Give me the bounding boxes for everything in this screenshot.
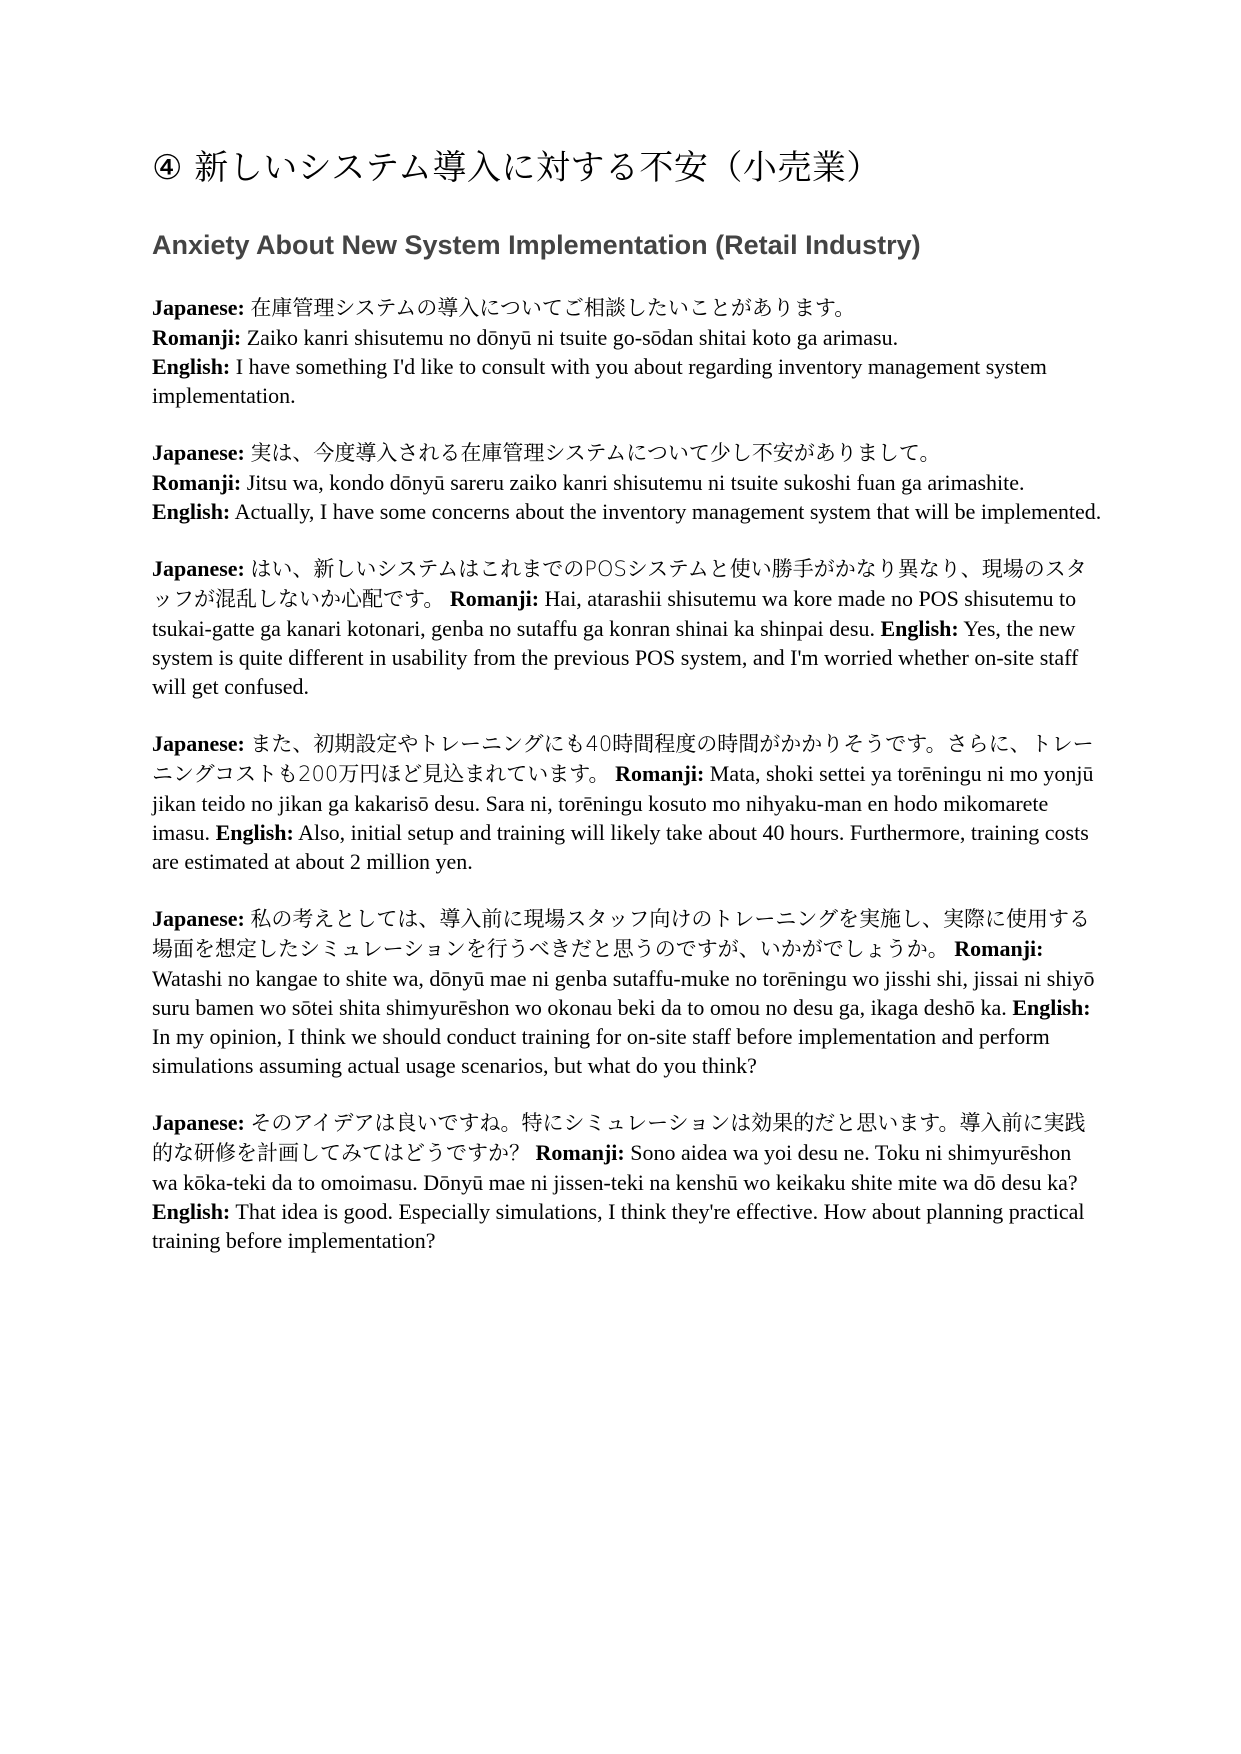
romanji-text: Jitsu wa, kondo dōnyū sareru zaiko kanri shisutemu ni tsuite sukoshi fuan ga arimashite. — [246, 470, 1025, 496]
dialogue-entries — [152, 293, 1102, 1255]
romanji-text: Mata, shoki settei ya torēningu ni mo yonjū jikan teido no jikan ga kakarisō desu. Sara ni, torēningu kosuto mo nihyaku-man en hodo mikomarete imasu. — [152, 761, 1094, 846]
romanji-text: Hai, atarashii shisutemu wa kore made no POS shisutemu to tsukai-gatte ga kanari kotonari, genba no sutaffu ga konran shinai ka shinpai desu. — [152, 586, 1077, 642]
romanji-text: Watashi no kangae to shite wa, dōnyū mae ni genba sutaffu-muke no torēningu wo jisshi shi, jissai ni shiyō suru bamen wo sōtei shita shimyurēshon wo okonau beki da to omou no desu ga, ikaga deshō ka. — [152, 966, 1095, 1021]
english-text: In my opinion, I think we should conduct training for on-site staff before implementation and perform simulations assuming actual usage scenarios, but what do you think? — [152, 1024, 1050, 1079]
english-label: English: — [152, 1199, 231, 1225]
romanji-label: Romanji: — [954, 936, 1044, 962]
dialogue-entry — [152, 438, 1102, 526]
japanese-label: Japanese: — [152, 440, 245, 466]
english-text: I have something I'd like to consult with you about regarding inventory management system implementation. — [152, 354, 1047, 409]
english-label: English: — [215, 820, 294, 846]
english-text: Yes, the new system is quite different in usability from the previous POS system, and I'm worried whether on-site staff will get confused. — [152, 616, 1079, 700]
japanese-label: Japanese: — [152, 556, 245, 582]
japanese-label: Japanese: — [152, 906, 245, 932]
english-text: Also, initial setup and training will likely take about 40 hours. Furthermore, training costs are estimated at about 2 million yen. — [152, 820, 1089, 875]
romanji-label: Romanji: — [152, 470, 242, 496]
japanese-text: はい、新しいシステムはこれまでのPOSシステムと使い勝手がかなり異なり、現場のスタッフが混乱しないか心配です。 — [152, 557, 1087, 612]
english-text: That idea is good. Especially simulations, I think they're effective. How about planning practical training before implementation? — [152, 1199, 1085, 1254]
romanji-label: Romanji: — [615, 761, 705, 787]
japanese-label: Japanese: — [152, 295, 245, 321]
japanese-text: そのアイデアは良いですね。特にシミュレーションは効果的だと思います。導入前に実践的な研修を計画してみてはどうですか？ — [152, 1111, 1086, 1166]
dialogue-entry — [152, 293, 1102, 410]
japanese-text: 私の考えとしては、導入前に現場スタッフ向けのトレーニングを実施し、実際に使用する場面を想定したシミュレーションを行うべきだと思うのですが、いかがでしょうか。 — [152, 907, 1090, 962]
dialogue-entry — [152, 729, 1102, 876]
romanji-label: Romanji: — [152, 325, 242, 351]
japanese-text: また、初期設定やトレーニングにも40時間程度の時間がかかりそうです。さらに、トレーニングコストも200万円ほど見込まれています。 — [152, 732, 1094, 787]
romanji-label: Romanji: — [449, 586, 540, 612]
english-text: Actually, I have some concerns about the inventory management system that will be implemented. — [234, 499, 1102, 525]
dialogue-entry — [152, 1108, 1102, 1255]
document-page — [152, 148, 1102, 1283]
japanese-text: 在庫管理システムの導入についてご相談したいことがあります。 — [250, 296, 856, 321]
page-subtitle: Anxiety About New System Implementation (Retail Industry) — [152, 229, 921, 260]
romanji-label: Romanji: — [535, 1140, 625, 1166]
japanese-label: Japanese: — [152, 1110, 245, 1136]
romanji-text: Sono aidea wa yoi desu ne. Toku ni shimyurēshon wa kōka-teki da to omoimasu. Dōnyū mae ni jissen-teki na kenshū wo keikaku shite mite wa dō desu ka? — [152, 1140, 1078, 1196]
english-label: English: — [152, 499, 231, 525]
romanji-text: Zaiko kanri shisutemu no dōnyū ni tsuite go-sōdan shitai koto ga arimasu. — [246, 325, 899, 351]
page-title: ④ 新しいシステム導入に対する不安（小売業） — [152, 148, 881, 188]
english-label: English: — [880, 616, 959, 642]
english-label: English: — [152, 354, 231, 380]
english-label: English: — [1012, 995, 1091, 1021]
japanese-label: Japanese: — [152, 731, 245, 757]
japanese-text: 実は、今度導入される在庫管理システムについて少し不安がありまして。 — [250, 441, 941, 466]
dialogue-entry — [152, 904, 1102, 1080]
dialogue-entry — [152, 554, 1102, 701]
